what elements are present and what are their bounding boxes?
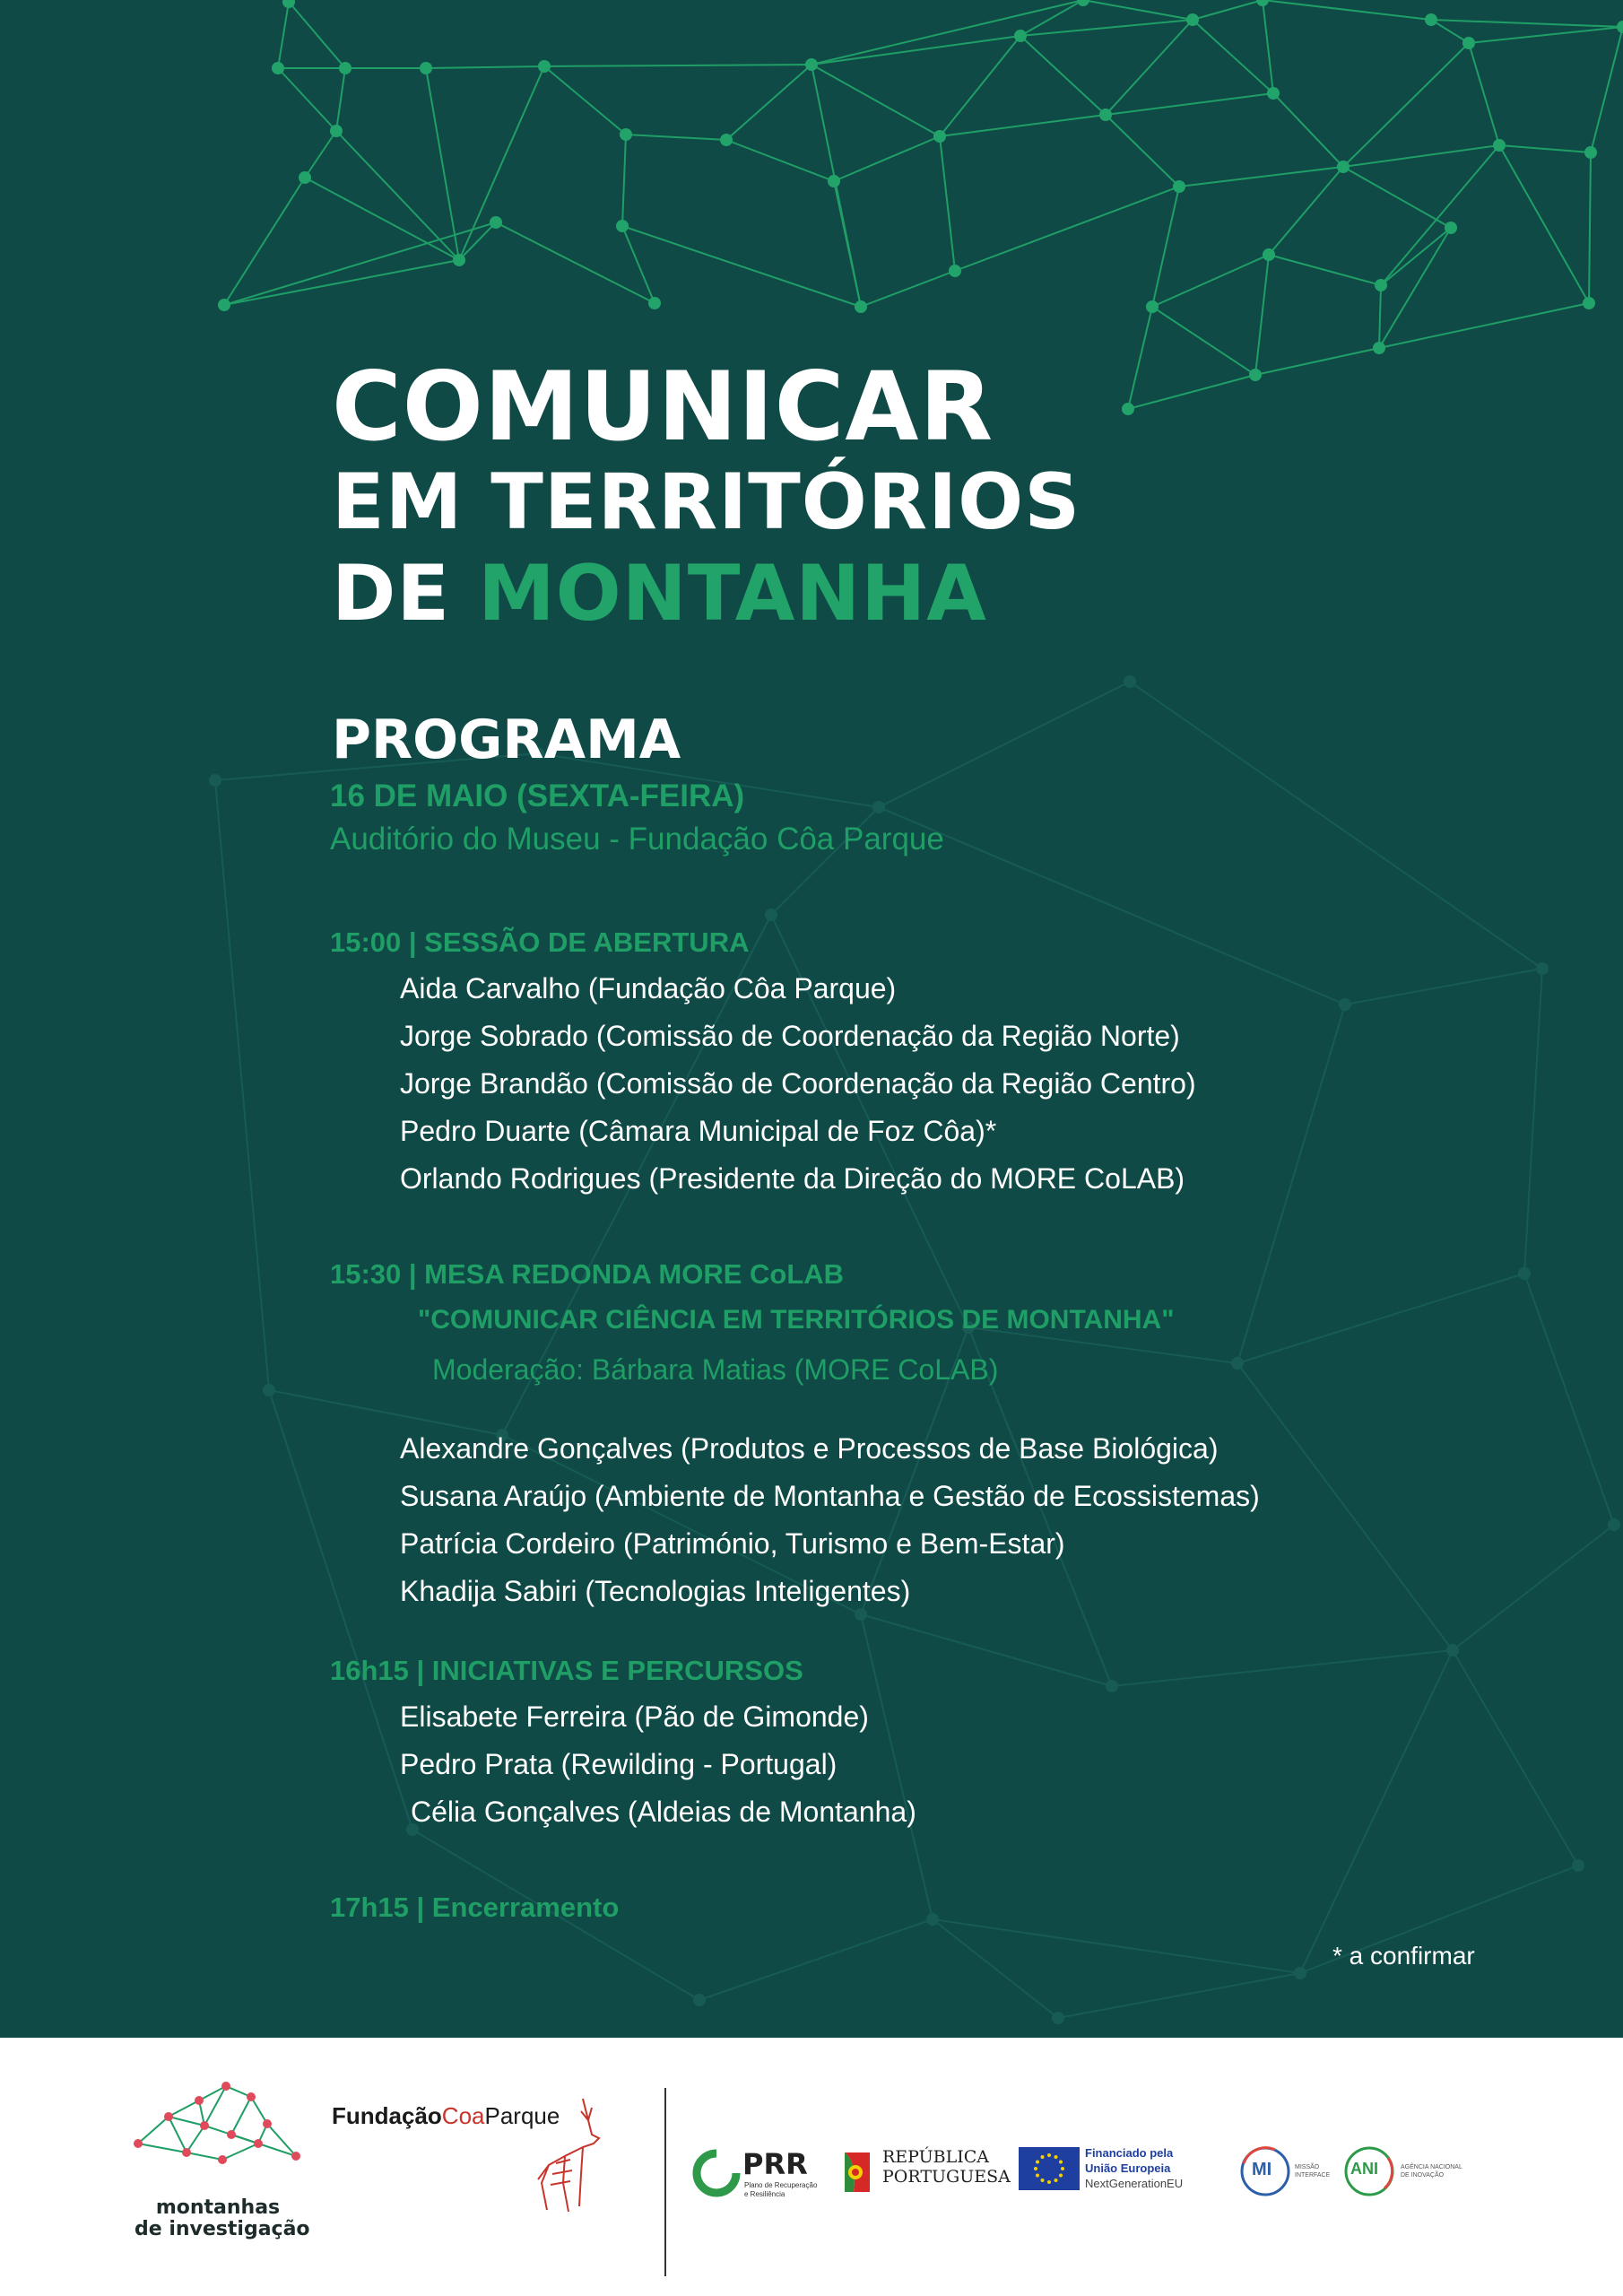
- mi-text: [1295, 2163, 1330, 2179]
- session-roundtable-heading: 15:30 | MESA REDONDA MORE CoLAB: [330, 1258, 845, 1290]
- republica-text: [882, 2147, 1011, 2187]
- prr-logo-icon: [692, 2149, 741, 2197]
- title-line-3-prefix: DE: [332, 549, 479, 639]
- roundtable-subtitle: "COMUNICAR CIÊNCIA EM TERRITÓRIOS DE MONTANHA": [418, 1305, 1175, 1335]
- fundacao-logo-text: [332, 2102, 560, 2130]
- title-highlight: MONTANHA: [478, 549, 987, 639]
- speaker: Susana Araújo (Ambiente de Montanha e Gestão de Ecossistemas): [400, 1480, 1260, 1512]
- mi-line-2: INTERFACE: [1295, 2172, 1331, 2179]
- session-initiatives-heading: 16h15 | INICIATIVAS E PERCURSOS: [330, 1655, 803, 1686]
- fundacao-part-3: Parque: [484, 2102, 560, 2129]
- ani-text: [1401, 2163, 1462, 2179]
- speaker: Célia Gonçalves (Aldeias de Montanha): [411, 1796, 916, 1828]
- footer-logos: [0, 2038, 1623, 2296]
- speaker: Pedro Prata (Rewilding - Portugal): [400, 1748, 838, 1780]
- session-opening-heading: 15:00 | SESSÃO DE ABERTURA: [330, 926, 750, 958]
- republica-line-1: REPÚBLICA: [882, 2147, 989, 2167]
- session-closing-heading: 17h15 | Encerramento: [330, 1892, 620, 1923]
- speaker: Khadija Sabiri (Tecnologias Inteligentes): [400, 1575, 911, 1607]
- deer-icon: [529, 2093, 619, 2219]
- program-venue: Auditório do Museu - Fundação Côa Parque: [330, 822, 944, 857]
- roundtable-moderation: Moderação: Bárbara Matias (MORE CoLAB): [432, 1353, 999, 1386]
- prr-sub: [744, 2181, 817, 2199]
- eu-line-2: União Europeia: [1085, 2161, 1171, 2175]
- portugal-flag-icon: [841, 2149, 873, 2196]
- title-line-3: [332, 549, 987, 639]
- speaker: Jorge Sobrado (Comissão de Coordenação da Região Norte): [400, 1020, 1180, 1052]
- eu-line-3: NextGenerationEU: [1085, 2177, 1184, 2190]
- program-date: 16 DE MAIO (SEXTA-FEIRA): [330, 778, 745, 813]
- fundacao-part-2: Coa: [441, 2102, 485, 2129]
- program-heading: PROGRAMA: [332, 709, 681, 771]
- montanhas-line-2: de investigação: [135, 2218, 310, 2240]
- speaker: Patrícia Cordeiro (Património, Turismo e Bem-Estar): [400, 1527, 1065, 1560]
- speaker: Jorge Brandão (Comissão de Coordenação da Região Centro): [400, 1067, 1196, 1100]
- montanhas-logo-text: [135, 2196, 310, 2240]
- eu-text: [1085, 2145, 1183, 2191]
- title-line-1: COMUNICAR: [332, 352, 994, 462]
- prr-name: PRR: [742, 2147, 808, 2181]
- speaker: Alexandre Gonçalves (Produtos e Processos de Base Biológica): [400, 1432, 1219, 1465]
- eu-flag-icon: [1019, 2147, 1080, 2190]
- montanhas-line-1: montanhas: [155, 2196, 281, 2219]
- speaker: Pedro Duarte (Câmara Municipal de Foz Côa)*: [400, 1115, 997, 1147]
- eu-line-1: Financiado pela: [1085, 2146, 1174, 2160]
- fundacao-part-1: Fundação: [332, 2102, 442, 2129]
- title-line-2: EM TERRITÓRIOS: [332, 457, 1081, 547]
- ani-line-1: AGÊNCIA NACIONAL: [1401, 2164, 1462, 2170]
- ani-mark: ANI: [1350, 2160, 1378, 2178]
- speaker: Orlando Rodrigues (Presidente da Direção do MORE CoLAB): [400, 1162, 1185, 1195]
- footer-divider: [664, 2088, 666, 2276]
- footnote: * a confirmar: [1332, 1942, 1475, 1970]
- prr-sub-1: Plano de Recuperação: [744, 2181, 818, 2189]
- ani-line-2: DE INOVAÇÃO: [1401, 2172, 1445, 2179]
- mi-line-1: MISSÃO: [1295, 2164, 1320, 2170]
- speaker: Aida Carvalho (Fundação Côa Parque): [400, 972, 897, 1004]
- montanhas-logo-icon: [133, 2081, 303, 2170]
- prr-sub-2: e Resiliência: [744, 2190, 785, 2198]
- mi-mark: MI: [1252, 2160, 1272, 2179]
- republica-line-2: PORTUGUESA: [882, 2167, 1011, 2187]
- speaker: Elisabete Ferreira (Pão de Gimonde): [400, 1700, 869, 1733]
